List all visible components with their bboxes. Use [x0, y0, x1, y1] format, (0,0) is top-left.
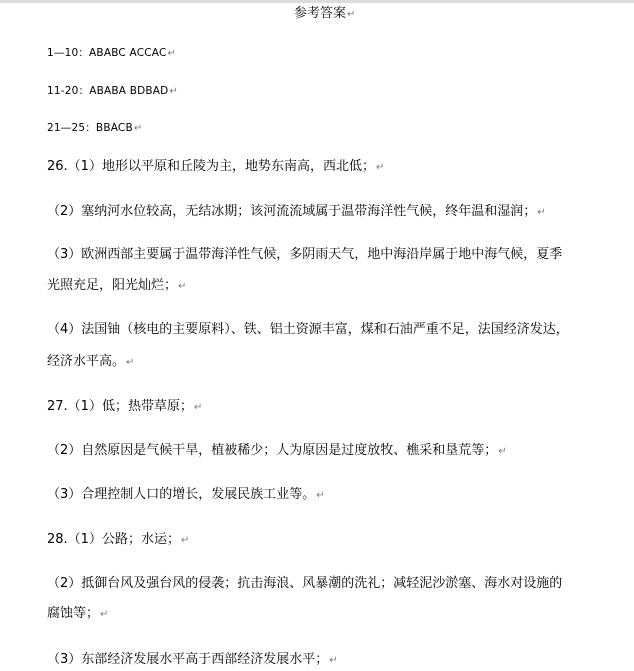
page-title: 参考答案↵	[294, 6, 356, 21]
paragraph-mark-icon: ↵	[133, 123, 143, 134]
paragraph-mark-icon: ↵	[178, 281, 187, 292]
answer-line: （4）法国铀（核电的主要原料）、铁、铝土资源丰富，煤和石油严重不足，法国经济发达，	[47, 322, 569, 337]
top-divider	[0, 0, 634, 3]
answer-line: （2）自然原因是气候干旱，植被稀少；人为原因是过度放牧、樵采和垦荒等；↵	[47, 443, 507, 458]
answer-line: 11-20：ABABA BDBAD↵	[47, 85, 179, 97]
paragraph-mark-icon: ↵	[169, 86, 179, 97]
answer-line: （3）合理控制人口的增长，发展民族工业等。↵	[47, 487, 325, 502]
answer-line: 21—25：BBACB↵	[47, 122, 143, 134]
answer-line: 腐蚀等；↵	[47, 606, 109, 621]
answer-line: 26.（1）地形以平原和丘陵为主，地势东南高，西北低；↵	[47, 159, 385, 174]
answer-line: 27.（1）低；热带草原；↵	[47, 399, 203, 414]
answer-line: （2）抵御台风及强台风的侵袭；抗击海浪、风暴潮的洗礼；减轻泥沙淤塞、海水对设施的	[47, 576, 563, 591]
answer-line: （3）东部经济发展水平高于西部经济发展水平；↵	[47, 652, 338, 667]
paragraph-mark-icon: ↵	[167, 48, 177, 59]
answer-line: （2）塞纳河水位较高，无结冰期；该河流流域属于温带海洋性气候，终年温和湿润；↵	[47, 204, 546, 219]
paragraph-mark-icon: ↵	[347, 9, 356, 20]
paragraph-mark-icon: ↵	[100, 609, 109, 620]
paragraph-mark-icon: ↵	[180, 535, 190, 546]
answer-line: 经济水平高。↵	[47, 354, 135, 369]
answer-line: 光照充足，阳光灿烂；↵	[47, 278, 187, 293]
paragraph-mark-icon: ↵	[316, 490, 325, 501]
paragraph-mark-icon: ↵	[498, 446, 507, 457]
paragraph-mark-icon: ↵	[193, 402, 203, 413]
paragraph-mark-icon: ↵	[126, 357, 135, 368]
paragraph-mark-icon: ↵	[537, 207, 546, 218]
paragraph-mark-icon: ↵	[375, 162, 385, 173]
answer-line: （3）欧洲西部主要属于温带海洋性气候，多阴雨天气，地中海沿岸属于地中海气候，夏季	[47, 247, 563, 262]
paragraph-mark-icon: ↵	[329, 655, 338, 666]
answer-line: 28.（1）公路；水运；↵	[47, 532, 190, 547]
answer-line: 1—10：ABABC ACCAC↵	[47, 47, 177, 59]
